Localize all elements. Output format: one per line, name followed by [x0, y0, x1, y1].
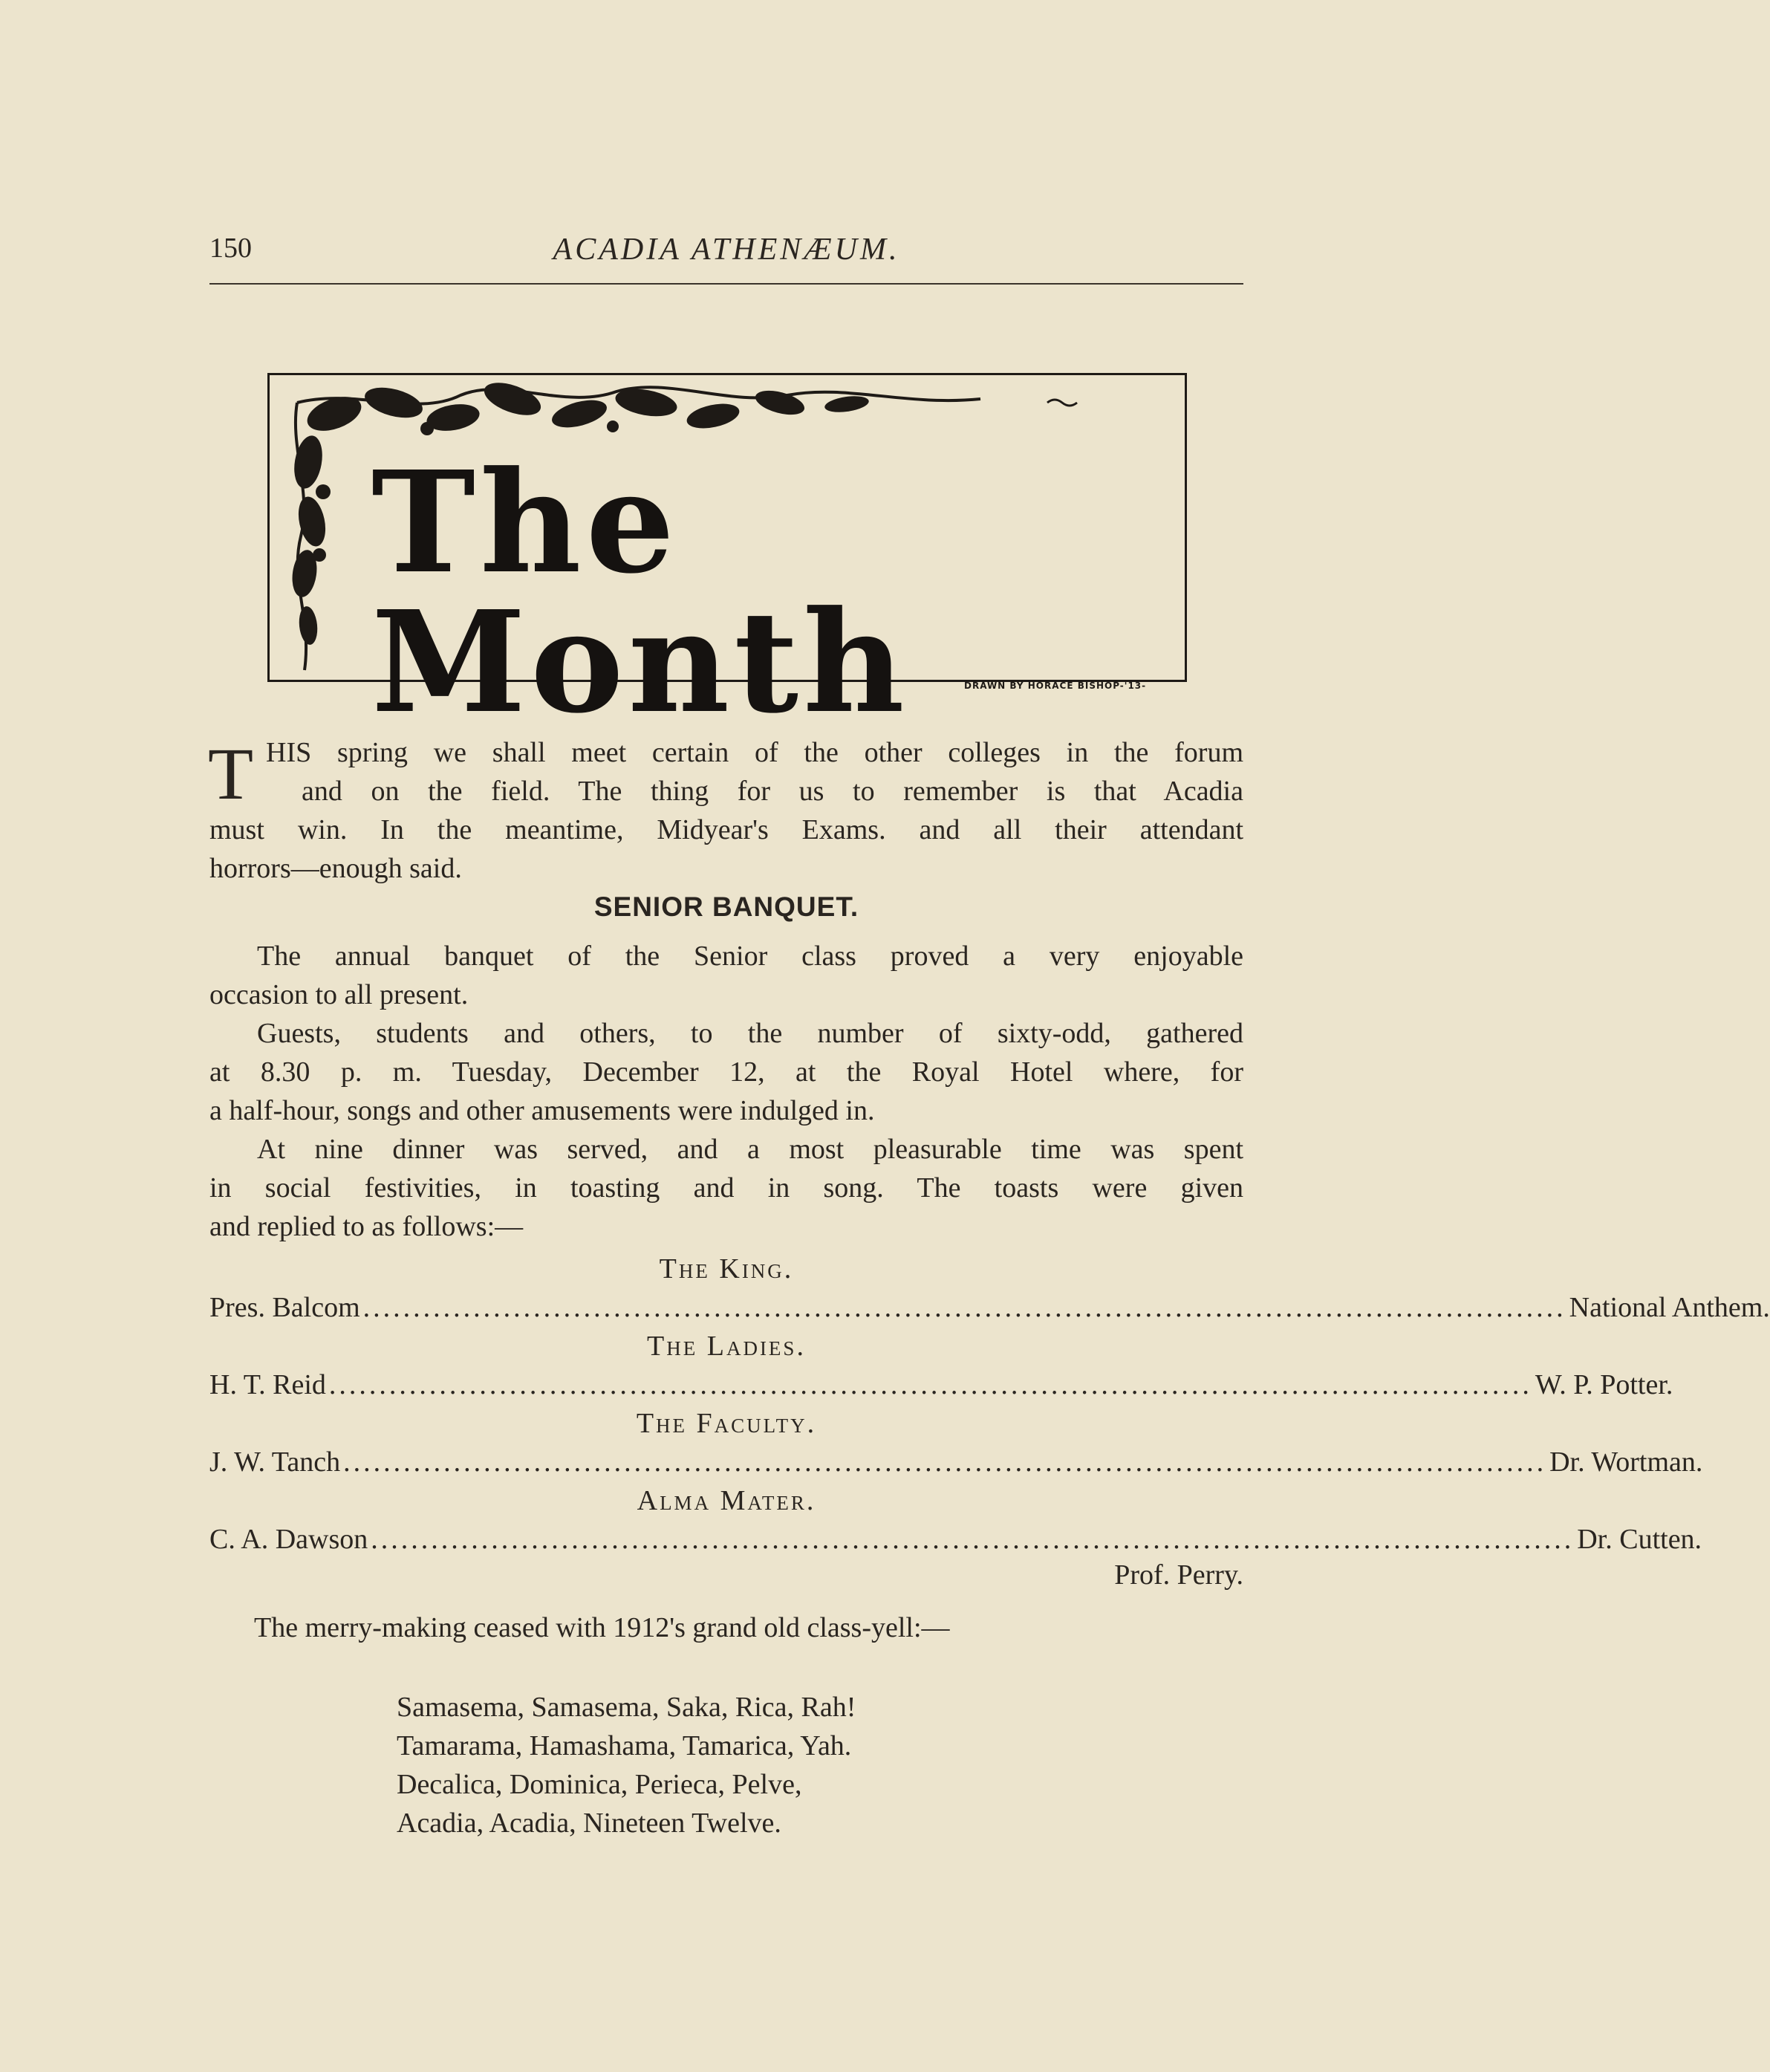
closing-line: The merry-making ceased with 1912's grand old class-yell:— [254, 1612, 950, 1643]
paragraph-line: and replied to as follows:— [209, 1211, 524, 1242]
intro-line: HIS spring we shall meet certain of the other colleges in the forum [266, 737, 1243, 768]
toast-heading: Alma Mater. [637, 1485, 816, 1516]
page-number: 150 [209, 233, 252, 264]
drop-cap: T [208, 733, 254, 815]
journal-title: ACADIA ATHENÆUM. [553, 233, 900, 267]
toast-row [209, 1291, 1770, 1330]
paragraph-line: in social festivities, in toasting and in song. The toasts were given [209, 1172, 1243, 1204]
banner-title: The Month [371, 441, 909, 744]
toast-respondent: Dr. Cutten. [1577, 1524, 1702, 1555]
yell-line: Samasema, Samasema, Saka, Rica, Rah! [397, 1692, 856, 1723]
yell-line: Acadia, Acadia, Nineteen Twelve. [397, 1808, 781, 1839]
toast-proposer: Pres. Balcom [209, 1292, 360, 1323]
section-heading: SENIOR BANQUET. [593, 892, 859, 922]
toast-extra-respondent: Prof. Perry. [1114, 1559, 1243, 1591]
paragraph-line: At nine dinner was served, and a most pleasurable time was spent [257, 1134, 1243, 1165]
toast-proposer: J. W. Tanch [209, 1446, 341, 1478]
toast-row [209, 1446, 1703, 1484]
toast-proposer: H. T. Reid [209, 1369, 326, 1400]
toast-heading: The Faculty. [636, 1408, 817, 1439]
toast-heading: The King. [659, 1253, 794, 1285]
intro-line: and on the field. The thing for us to remember is that Acadia [302, 776, 1243, 807]
dot-leader: ........................................................................................................................ [328, 1369, 1532, 1400]
running-head [209, 232, 1243, 269]
yell-line: Tamarama, Hamashama, Tamarica, Yah. [397, 1730, 852, 1761]
artist-credit: DRAWN BY HORACE BISHOP-'13- [964, 681, 1147, 691]
toast-respondent: National Anthem. [1569, 1292, 1770, 1323]
paragraph-line: occasion to all present. [209, 979, 469, 1010]
toast-row [209, 1368, 1673, 1407]
dot-leader: ........................................................................................................................ [343, 1446, 1547, 1478]
toast-proposer: C. A. Dawson [209, 1524, 368, 1555]
toast-respondent: Dr. Wortman. [1549, 1446, 1703, 1478]
header-rule [209, 283, 1243, 285]
yell-line: Decalica, Dominica, Perieca, Pelve, [397, 1769, 802, 1800]
toast-heading: The Ladies. [647, 1331, 806, 1362]
intro-line: must win. In the meantime, Midyear's Exams. and all their attendant [209, 814, 1243, 845]
paragraph-line: a half-hour, songs and other amusements were indulged in. [209, 1095, 875, 1126]
toast-respondent: W. P. Potter. [1535, 1369, 1673, 1400]
paragraph-line: at 8.30 p. m. Tuesday, December 12, at the Royal Hotel where, for [209, 1056, 1243, 1088]
toast-row [209, 1523, 1702, 1562]
dot-leader: ........................................................................................................................ [362, 1292, 1566, 1323]
dot-leader: ........................................................................................................................ [371, 1524, 1575, 1555]
paragraph-line: The annual banquet of the Senior class proved a very enjoyable [257, 941, 1243, 972]
intro-line: horrors—enough said. [209, 853, 462, 884]
paragraph-line: Guests, students and others, to the number of sixty-odd, gathered [257, 1018, 1243, 1049]
